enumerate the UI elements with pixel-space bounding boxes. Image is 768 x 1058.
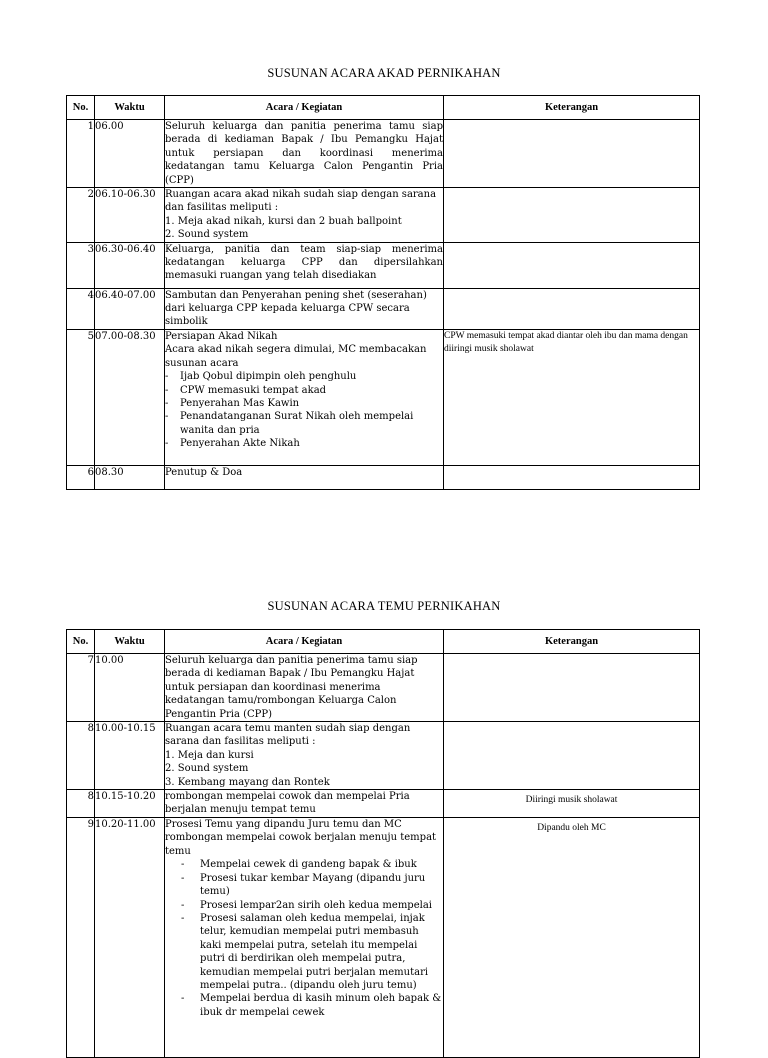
table-row [67, 722, 700, 790]
section-title-temu: SUSUNAN ACARA TEMU PERNIKAHAN [267, 599, 501, 613]
row-note [444, 465, 700, 489]
header-note: Keterangan [444, 630, 700, 654]
row-time: 06.30-06.40 [95, 242, 165, 288]
table-header-row [67, 630, 700, 654]
list-item: - Penyerahan Mas Kawin [165, 397, 443, 410]
activity-line: Acara akad nikah segera dimulai, MC membacakan susunan acara [165, 344, 427, 369]
row-activity [165, 242, 444, 288]
row-no: 1 [67, 120, 95, 188]
row-no: 2 [67, 188, 95, 243]
row-time: 08.30 [95, 465, 165, 489]
row-time: 10.15-10.20 [95, 790, 165, 818]
activity-text: Keluarga, panitia dan team siap-siap menerima kedatangan keluarga CPP dan dipersilahkan memasuki ruangan yang telah disediakan [165, 243, 443, 282]
akad-schedule-table [66, 95, 700, 490]
activity-text: Prosesi Temu yang dipandu Juru temu dan MC rombongan mempelai cowok berjalan menuju tempat temu [165, 819, 437, 857]
row-note [444, 722, 700, 790]
row-note [444, 654, 700, 722]
row-activity [165, 288, 444, 329]
activity-line: 1. Meja dan kursi [165, 749, 254, 761]
row-activity [165, 654, 444, 722]
row-note: Dipandu oleh MC [444, 818, 700, 1058]
list-item: - CPW memasuki tempat akad [165, 384, 443, 397]
activity-text: Seluruh keluarga dan panitia penerima tamu siap berada di kediaman Bapak / Ibu Pemangku Hajat untuk persiapan dan koordinasi menerima kedatangan tamu Keluarga Calon Pengantin Pria (CPP) [165, 121, 443, 186]
row-activity [165, 329, 444, 465]
row-activity [165, 188, 444, 243]
temu-schedule-table [66, 629, 700, 1058]
row-note: CPW memasuki tempat akad diantar oleh ibu dan mama dengan diiringi musik sholawat [444, 329, 700, 465]
header-no: No. [67, 630, 95, 654]
header-no: No. [67, 96, 95, 120]
table-row [67, 188, 700, 243]
list-item: - Prosesi tukar kembar Mayang (dipandu juru temu) [165, 872, 443, 899]
list-item: - Penandatanganan Surat Nikah oleh mempelai wanita dan pria [165, 410, 443, 437]
row-activity [165, 722, 444, 790]
row-note [444, 288, 700, 329]
row-time: 10.00-10.15 [95, 722, 165, 790]
activity-bullet-list [165, 370, 443, 450]
table-row [67, 818, 700, 1058]
row-no: 3 [67, 242, 95, 288]
activity-text: Ruangan acara temu manten sudah siap dengan sarana dan fasilitas meliputi : [165, 723, 411, 748]
row-note [444, 242, 700, 288]
row-activity [165, 465, 444, 489]
row-no: 8 [67, 722, 95, 790]
header-time: Waktu [95, 630, 165, 654]
section-title-akad: SUSUNAN ACARA AKAD PERNIKAHAN [267, 66, 501, 80]
row-activity [165, 818, 444, 1058]
list-item: - Prosesi lempar2an sirih oleh kedua mempelai [165, 899, 443, 912]
row-activity [165, 790, 444, 818]
table-row [67, 790, 700, 818]
row-no: 4 [67, 288, 95, 329]
header-note: Keterangan [444, 96, 700, 120]
table-row [67, 654, 700, 722]
row-time: 06.10-06.30 [95, 188, 165, 243]
list-item: - Mempelai cewek di gandeng bapak & ibuk [165, 858, 443, 871]
header-activity: Acara / Kegiatan [165, 96, 444, 120]
header-time: Waktu [95, 96, 165, 120]
activity-text: Sambutan dan Penyerahan pening shet (seserahan) dari keluarga CPP kepada keluarga CPW secara simbolik [165, 289, 427, 328]
row-no: 5 [67, 329, 95, 465]
list-item: - Prosesi salaman oleh kedua mempelai, injak telur, kemudian mempelai putri membasuh kaki mempelai putra, setelah itu mempelai putri di berdirikan oleh mempelai putra, kemudian mempelai putri berjalan memutari mempelai putra.. (dipandu oleh juru temu) [165, 912, 443, 992]
activity-line: 3. Kembang mayang dan Rontek [165, 776, 330, 788]
activity-text: Ruangan acara akad nikah sudah siap dengan sarana dan fasilitas meliputi : [165, 189, 437, 214]
header-activity: Acara / Kegiatan [165, 630, 444, 654]
row-no: 9 [67, 818, 95, 1058]
activity-text: rombongan mempelai cowok dan mempelai Pria berjalan menuju tempat temu [165, 791, 410, 816]
row-no: 6 [67, 465, 95, 489]
row-time: 07.00-08.30 [95, 329, 165, 465]
activity-line: Persiapan Akad Nikah [165, 330, 278, 342]
table-row [67, 120, 700, 188]
table-row [67, 465, 700, 489]
list-item: - Mempelai berdua di kasih minum oleh bapak & ibuk dr mempelai cewek [165, 992, 443, 1019]
activity-line: 2. Sound system [165, 229, 249, 241]
activity-bullet-list [165, 858, 443, 1019]
table-row [67, 288, 700, 329]
row-no: 8 [67, 790, 95, 818]
list-item: - Penyerahan Akte Nikah [165, 437, 443, 450]
activity-line: 2. Sound system [165, 763, 249, 775]
row-note [444, 188, 700, 243]
row-time: 06.00 [95, 120, 165, 188]
row-time: 10.20-11.00 [95, 818, 165, 1058]
row-time: 06.40-07.00 [95, 288, 165, 329]
row-note: Diiringi musik sholawat [444, 790, 700, 818]
row-activity [165, 120, 444, 188]
row-time: 10.00 [95, 654, 165, 722]
table-header-row [67, 96, 700, 120]
row-no: 7 [67, 654, 95, 722]
row-note [444, 120, 700, 188]
list-item: - Ijab Qobul dipimpin oleh penghulu [165, 370, 443, 383]
activity-text: Seluruh keluarga dan panitia penerima tamu siap berada di kediaman Bapak / Ibu Pemangku Hajat untuk persiapan dan koordinasi menerima kedatangan tamu/rombongan Keluarga Calon Pengantin Pria (CPP) [165, 655, 418, 720]
activity-text: Penutup & Doa [165, 466, 243, 478]
activity-line: 1. Meja akad nikah, kursi dan 2 buah ballpoint [165, 215, 402, 227]
table-row [67, 242, 700, 288]
table-row [67, 329, 700, 465]
